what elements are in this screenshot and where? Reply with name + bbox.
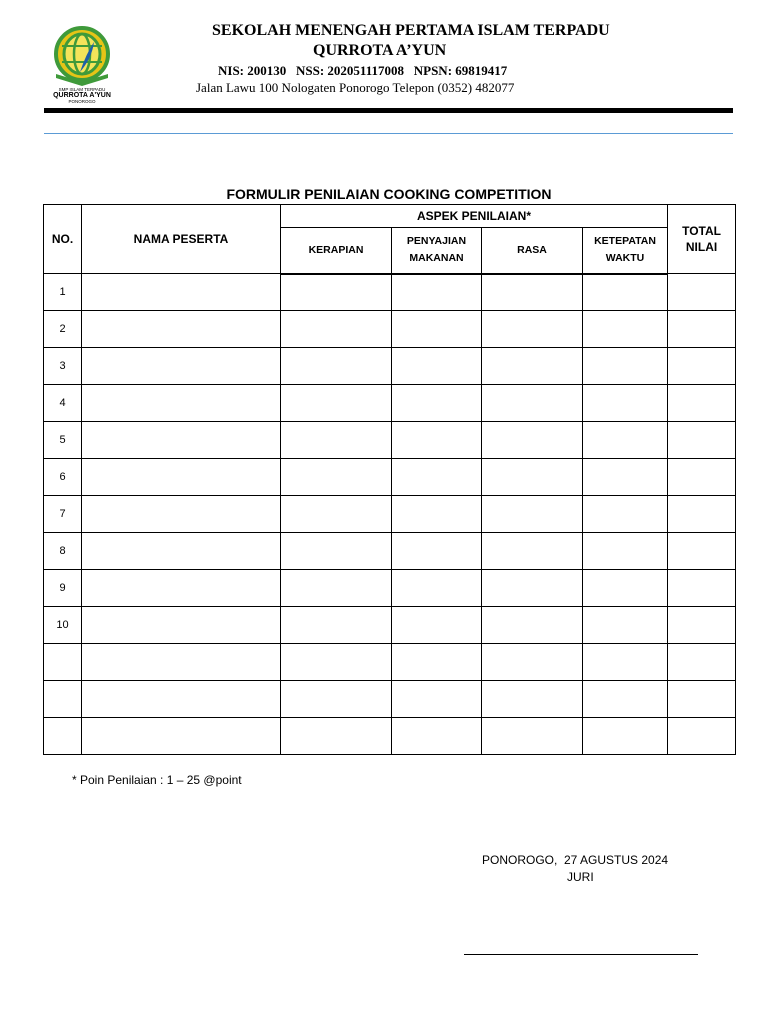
school-logo	[36, 24, 128, 104]
name-cell[interactable]	[82, 274, 281, 311]
name-cell[interactable]	[82, 570, 281, 607]
ketepatan-cell[interactable]	[583, 644, 668, 681]
table-row	[44, 459, 736, 496]
row-number: 5	[44, 422, 82, 459]
row-number: 6	[44, 459, 82, 496]
penyajian-cell[interactable]	[392, 274, 482, 311]
table-row	[44, 274, 736, 311]
penyajian-cell[interactable]	[392, 459, 482, 496]
row-number: 1	[44, 274, 82, 311]
total-cell[interactable]	[668, 607, 736, 644]
scoring-note: * Poin Penilaian : 1 – 25 @point	[72, 773, 242, 787]
penyajian-cell[interactable]	[392, 385, 482, 422]
kerapian-cell[interactable]	[281, 570, 392, 607]
col-header-ketepatan: KETEPATAN WAKTU	[583, 228, 668, 274]
rasa-cell[interactable]	[482, 311, 583, 348]
logo-name-text: QURROTA A'YUN	[53, 92, 111, 99]
row-number: 3	[44, 348, 82, 385]
table-row	[44, 385, 736, 422]
kerapian-cell[interactable]	[281, 533, 392, 570]
ketepatan-cell[interactable]	[583, 607, 668, 644]
table-row	[44, 533, 736, 570]
kerapian-cell[interactable]	[281, 607, 392, 644]
col-header-no: NO.	[44, 205, 82, 274]
header-divider-thin	[44, 133, 733, 134]
name-cell[interactable]	[82, 348, 281, 385]
penyajian-cell[interactable]	[392, 311, 482, 348]
penyajian-cell[interactable]	[392, 718, 482, 755]
name-cell[interactable]	[82, 311, 281, 348]
signature-line	[464, 954, 698, 955]
ketepatan-cell[interactable]	[583, 570, 668, 607]
ketepatan-cell[interactable]	[583, 385, 668, 422]
row-number	[44, 718, 82, 755]
kerapian-cell[interactable]	[281, 496, 392, 533]
rasa-cell[interactable]	[482, 496, 583, 533]
total-cell[interactable]	[668, 459, 736, 496]
kerapian-cell[interactable]	[281, 681, 392, 718]
ketepatan-cell[interactable]	[583, 348, 668, 385]
row-number: 4	[44, 385, 82, 422]
rasa-cell[interactable]	[482, 607, 583, 644]
penyajian-cell[interactable]	[392, 644, 482, 681]
name-cell[interactable]	[82, 644, 281, 681]
row-number	[44, 681, 82, 718]
row-number: 2	[44, 311, 82, 348]
rasa-cell[interactable]	[482, 274, 583, 311]
school-name-line2: QURROTA A’YUN	[313, 42, 447, 59]
header-divider-thick	[44, 108, 733, 113]
row-number	[44, 644, 82, 681]
name-cell[interactable]	[82, 533, 281, 570]
rasa-cell[interactable]	[482, 385, 583, 422]
row-number: 10	[44, 607, 82, 644]
table-row	[44, 496, 736, 533]
name-cell[interactable]	[82, 718, 281, 755]
ketepatan-cell[interactable]	[583, 718, 668, 755]
total-cell[interactable]	[668, 274, 736, 311]
total-cell[interactable]	[668, 718, 736, 755]
total-cell[interactable]	[668, 422, 736, 459]
name-cell[interactable]	[82, 681, 281, 718]
row-number: 8	[44, 533, 82, 570]
total-cell[interactable]	[668, 496, 736, 533]
table-row	[44, 644, 736, 681]
col-header-total	[668, 205, 736, 274]
row-number: 9	[44, 570, 82, 607]
col-header-name: NAMA PESERTA	[82, 205, 281, 274]
rasa-cell[interactable]	[482, 681, 583, 718]
table-row	[44, 570, 736, 607]
name-cell[interactable]	[82, 607, 281, 644]
rasa-cell[interactable]	[482, 644, 583, 681]
ketepatan-cell[interactable]	[583, 681, 668, 718]
penyajian-cell[interactable]	[392, 681, 482, 718]
logo-top-text: SMP ISLAM TERPADU	[58, 87, 106, 92]
ketepatan-cell[interactable]	[583, 533, 668, 570]
ketepatan-cell[interactable]	[583, 459, 668, 496]
table-row	[44, 311, 736, 348]
table-row	[44, 681, 736, 718]
penyajian-cell[interactable]	[392, 348, 482, 385]
score-table	[43, 204, 736, 755]
penyajian-cell[interactable]	[392, 533, 482, 570]
penyajian-cell[interactable]	[392, 570, 482, 607]
total-cell[interactable]	[668, 311, 736, 348]
signer-title: JURI	[567, 870, 594, 884]
total-cell[interactable]	[668, 681, 736, 718]
logo-city-text: PONOROGO	[68, 99, 96, 104]
col-header-aspect: ASPEK PENILAIAN*	[281, 205, 668, 228]
col-header-kerapian: KERAPIAN	[281, 228, 392, 274]
kerapian-cell[interactable]	[281, 718, 392, 755]
total-cell[interactable]	[668, 385, 736, 422]
ketepatan-cell[interactable]	[583, 274, 668, 311]
total-cell[interactable]	[668, 570, 736, 607]
kerapian-cell[interactable]	[281, 274, 392, 311]
ketepatan-cell[interactable]	[583, 496, 668, 533]
table-row	[44, 607, 736, 644]
penyajian-cell[interactable]	[392, 496, 482, 533]
kerapian-cell[interactable]	[281, 385, 392, 422]
form-title: FORMULIR PENILAIAN COOKING COMPETITION	[226, 186, 552, 202]
kerapian-cell[interactable]	[281, 459, 392, 496]
ketepatan-cell[interactable]	[583, 422, 668, 459]
table-row	[44, 348, 736, 385]
school-name-line1: SEKOLAH MENENGAH PERTAMA ISLAM TERPADU	[212, 22, 610, 39]
col-header-rasa: RASA	[482, 228, 583, 274]
table-row	[44, 422, 736, 459]
name-cell[interactable]	[82, 459, 281, 496]
name-cell[interactable]	[82, 385, 281, 422]
kerapian-cell[interactable]	[281, 644, 392, 681]
kerapian-cell[interactable]	[281, 348, 392, 385]
school-address: Jalan Lawu 100 Nologaten Ponorogo Telepon (0352) 482077	[196, 80, 515, 95]
rasa-cell[interactable]	[482, 533, 583, 570]
penyajian-cell[interactable]	[392, 607, 482, 644]
place-date: PONOROGO, 27 AGUSTUS 2024	[482, 853, 669, 867]
col-header-total-line1: TOTAL	[682, 224, 721, 238]
rasa-cell[interactable]	[482, 459, 583, 496]
name-cell[interactable]	[82, 496, 281, 533]
col-header-penyajian: PENYAJIAN MAKANAN	[392, 228, 482, 274]
kerapian-cell[interactable]	[281, 311, 392, 348]
rasa-cell[interactable]	[482, 348, 583, 385]
col-header-total-line2: NILAI	[685, 240, 718, 254]
rasa-cell[interactable]	[482, 570, 583, 607]
name-cell[interactable]	[82, 422, 281, 459]
ketepatan-cell[interactable]	[583, 311, 668, 348]
total-cell[interactable]	[668, 348, 736, 385]
school-ids: NIS: 200130 NSS: 202051117008 NPSN: 69819417	[218, 63, 508, 78]
total-cell[interactable]	[668, 533, 736, 570]
table-row	[44, 718, 736, 755]
rasa-cell[interactable]	[482, 718, 583, 755]
rasa-cell[interactable]	[482, 422, 583, 459]
kerapian-cell[interactable]	[281, 422, 392, 459]
total-cell[interactable]	[668, 644, 736, 681]
row-number: 7	[44, 496, 82, 533]
penyajian-cell[interactable]	[392, 422, 482, 459]
